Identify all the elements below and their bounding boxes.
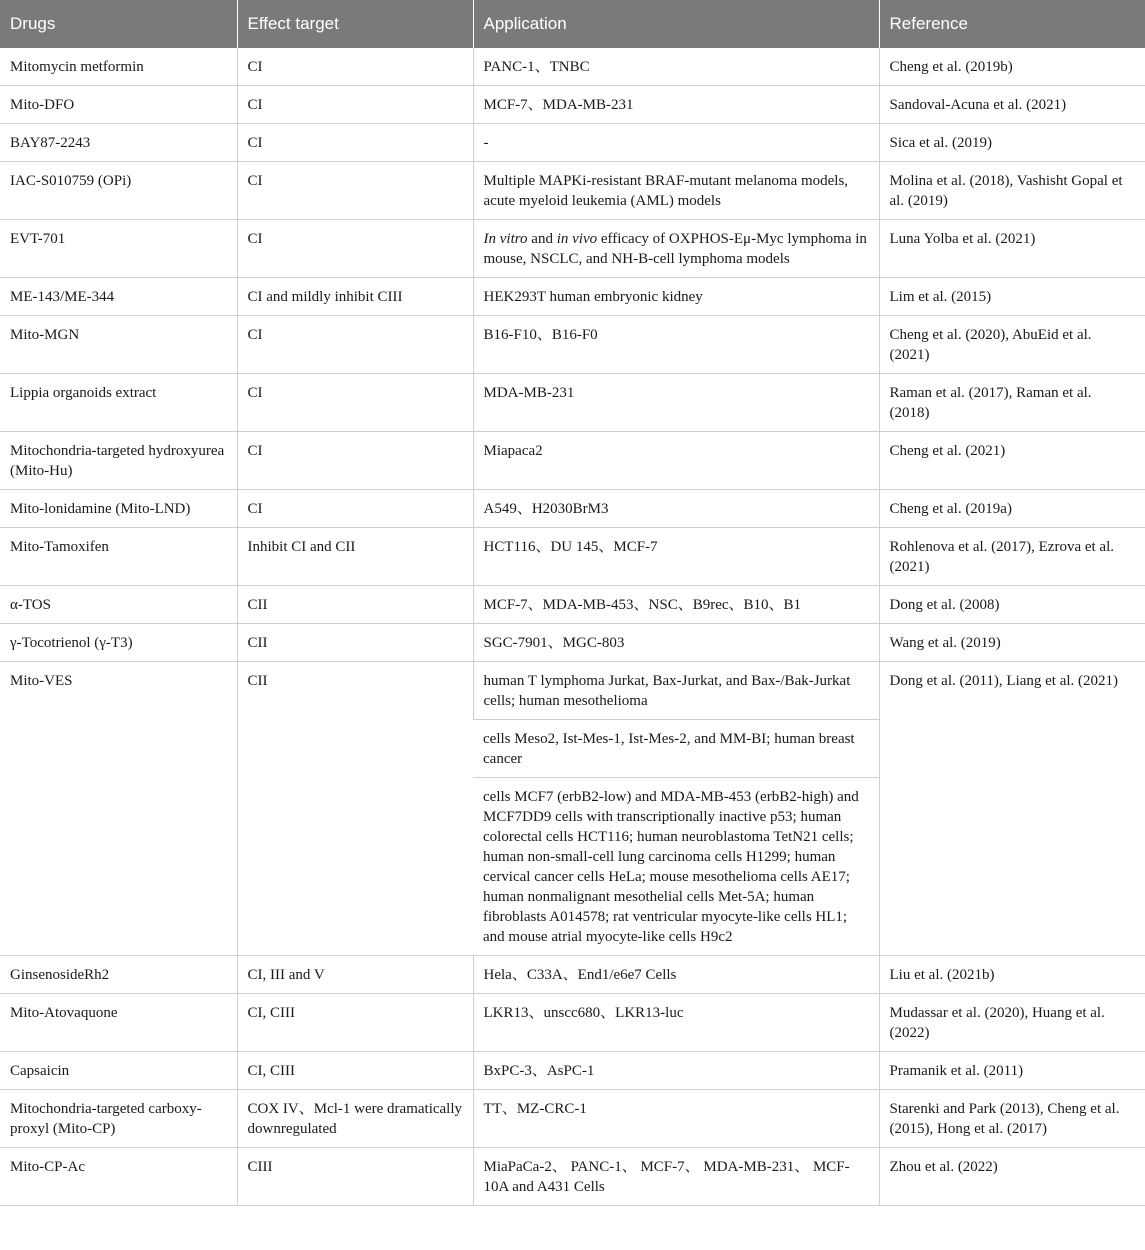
table-row (0, 956, 1145, 994)
target-cell: CI (237, 374, 473, 432)
target-cell: CI (237, 432, 473, 490)
reference-cell: Lim et al. (2015) (879, 278, 1145, 316)
drug-cell: Mito-Atovaquone (0, 994, 237, 1052)
drug-cell: Mito-CP-Ac (0, 1148, 237, 1206)
table-row (0, 374, 1145, 432)
reference-cell: Luna Yolba et al. (2021) (879, 220, 1145, 278)
target-cell: CII (237, 624, 473, 662)
reference-cell: Pramanik et al. (2011) (879, 1052, 1145, 1090)
drug-cell: Mito-Tamoxifen (0, 528, 237, 586)
drug-cell: Mito-lonidamine (Mito-LND) (0, 490, 237, 528)
drug-cell: GinsenosideRh2 (0, 956, 237, 994)
header-row (0, 0, 1145, 48)
drug-cell: ME-143/ME-344 (0, 278, 237, 316)
table-body (0, 48, 1145, 1206)
table-row (0, 48, 1145, 86)
application-cell: cells Meso2, Ist-Mes-1, Ist-Mes-2, and MM-BI; human breast cancer (473, 720, 879, 778)
target-cell: CI, III and V (237, 956, 473, 994)
target-cell: CI, CIII (237, 1052, 473, 1090)
drug-cell: BAY87-2243 (0, 124, 237, 162)
application-mid: and (527, 231, 557, 247)
application-cell: MCF-7、MDA-MB-453、NSC、B9rec、B10、B1 (473, 586, 879, 624)
application-cell: cells MCF7 (erbB2-low) and MDA-MB-453 (erbB2-high) and MCF7DD9 cells with transcriptionally inactive p53; human colorectal cells HCT116; human neuroblastoma TetN21 cells; human non-small-cell lung carcinoma cells H1299; human cervical cancer cells HeLa; mouse mesothelioma cells AE17; human nonmalignant mesothelial cells Met-5A; human fibroblasts A014578; rat ventricular myocyte-like cells HL1; and mouse atrial myocyte-like cells H9c2 (473, 778, 879, 956)
target-cell: CI (237, 220, 473, 278)
reference-cell: Cheng et al. (2019b) (879, 48, 1145, 86)
reference-cell: Sica et al. (2019) (879, 124, 1145, 162)
target-cell: CI (237, 124, 473, 162)
application-cell: Miapaca2 (473, 432, 879, 490)
application-cell: human T lymphoma Jurkat, Bax-Jurkat, and Bax-/Bak-Jurkat cells; human mesothelioma (473, 662, 879, 720)
table-row (0, 220, 1145, 278)
reference-cell: Starenki and Park (2013), Cheng et al. (2015), Hong et al. (2017) (879, 1090, 1145, 1148)
target-cell: CI (237, 162, 473, 220)
application-rest: efficacy of OXPHOS-Eμ-Myc lymphoma in mouse, NSCLC, and NH-B-cell lymphoma models (483, 231, 867, 267)
drug-cell: Mito-DFO (0, 86, 237, 124)
application-cell: B16-F10、B16-F0 (473, 316, 879, 374)
target-cell: COX IV、Mcl-1 were dramatically downregulated (237, 1090, 473, 1148)
table-header (0, 0, 1145, 48)
table-row (0, 994, 1145, 1052)
header-application: Application (473, 0, 879, 48)
application-cell: HCT116、DU 145、MCF-7 (473, 528, 879, 586)
reference-cell: Dong et al. (2011), Liang et al. (2021) (879, 662, 1145, 956)
reference-cell: Mudassar et al. (2020), Huang et al. (2022) (879, 994, 1145, 1052)
table-row (0, 162, 1145, 220)
application-cell: A549、H2030BrM3 (473, 490, 879, 528)
drug-cell: α-TOS (0, 586, 237, 624)
table-row (0, 124, 1145, 162)
table-row (0, 528, 1145, 586)
drug-cell: Mito-MGN (0, 316, 237, 374)
application-cell: MDA-MB-231 (473, 374, 879, 432)
target-cell: CI (237, 490, 473, 528)
drug-cell: IAC-S010759 (OPi) (0, 162, 237, 220)
target-cell: CII (237, 662, 473, 956)
reference-cell: Dong et al. (2008) (879, 586, 1145, 624)
target-cell: CI (237, 48, 473, 86)
application-cell: Multiple MAPKi-resistant BRAF-mutant melanoma models, acute myeloid leukemia (AML) models (473, 162, 879, 220)
target-cell: CI (237, 316, 473, 374)
target-cell: CIII (237, 1148, 473, 1206)
table-row (0, 490, 1145, 528)
application-cell: HEK293T human embryonic kidney (473, 278, 879, 316)
table-row-mito-ves (0, 662, 1145, 720)
drug-cell: Mitochondria-targeted carboxy-proxyl (Mito-CP) (0, 1090, 237, 1148)
target-cell: Inhibit CI and CII (237, 528, 473, 586)
reference-cell: Sandoval-Acuna et al. (2021) (879, 86, 1145, 124)
reference-cell: Rohlenova et al. (2017), Ezrova et al. (2021) (879, 528, 1145, 586)
target-cell: CII (237, 586, 473, 624)
table-row (0, 624, 1145, 662)
drug-cell: Capsaicin (0, 1052, 237, 1090)
reference-cell: Molina et al. (2018), Vashisht Gopal et al. (2019) (879, 162, 1145, 220)
reference-cell: Wang et al. (2019) (879, 624, 1145, 662)
header-effect-target: Effect target (237, 0, 473, 48)
table-row (0, 278, 1145, 316)
application-cell: MiaPaCa-2、 PANC-1、 MCF-7、 MDA-MB-231、 MCF-10A and A431 Cells (473, 1148, 879, 1206)
table-row (0, 316, 1145, 374)
reference-cell: Cheng et al. (2019a) (879, 490, 1145, 528)
drug-cell: Mitochondria-targeted hydroxyurea (Mito-Hu) (0, 432, 237, 490)
application-italic: In vitro (483, 231, 528, 247)
reference-cell: Cheng et al. (2020), AbuEid et al. (2021) (879, 316, 1145, 374)
table-row (0, 432, 1145, 490)
table-row (0, 586, 1145, 624)
target-cell: CI, CIII (237, 994, 473, 1052)
reference-cell: Cheng et al. (2021) (879, 432, 1145, 490)
drug-cell: Lippia organoids extract (0, 374, 237, 432)
application-cell (473, 220, 879, 278)
application-cell: TT、MZ-CRC-1 (473, 1090, 879, 1148)
table-row (0, 86, 1145, 124)
drug-cell: Mito-VES (0, 662, 237, 956)
header-reference: Reference (879, 0, 1145, 48)
target-cell: CI and mildly inhibit CIII (237, 278, 473, 316)
target-cell: CI (237, 86, 473, 124)
application-cell: SGC-7901、MGC-803 (473, 624, 879, 662)
application-cell: Hela、C33A、End1/e6e7 Cells (473, 956, 879, 994)
table-row (0, 1148, 1145, 1206)
application-cell: - (473, 124, 879, 162)
application-cell: BxPC-3、AsPC-1 (473, 1052, 879, 1090)
reference-cell: Raman et al. (2017), Raman et al. (2018) (879, 374, 1145, 432)
application-italic: in vivo (556, 231, 598, 247)
drug-cell: Mitomycin metformin (0, 48, 237, 86)
application-cell: MCF-7、MDA-MB-231 (473, 86, 879, 124)
application-cell: LKR13、unscc680、LKR13-luc (473, 994, 879, 1052)
header-drugs: Drugs (0, 0, 237, 48)
application-cell: PANC-1、TNBC (473, 48, 879, 86)
reference-cell: Liu et al. (2021b) (879, 956, 1145, 994)
table-row (0, 1090, 1145, 1148)
table-row (0, 1052, 1145, 1090)
drug-cell: EVT-701 (0, 220, 237, 278)
reference-cell: Zhou et al. (2022) (879, 1148, 1145, 1206)
drug-cell: γ-Tocotrienol (γ-T3) (0, 624, 237, 662)
